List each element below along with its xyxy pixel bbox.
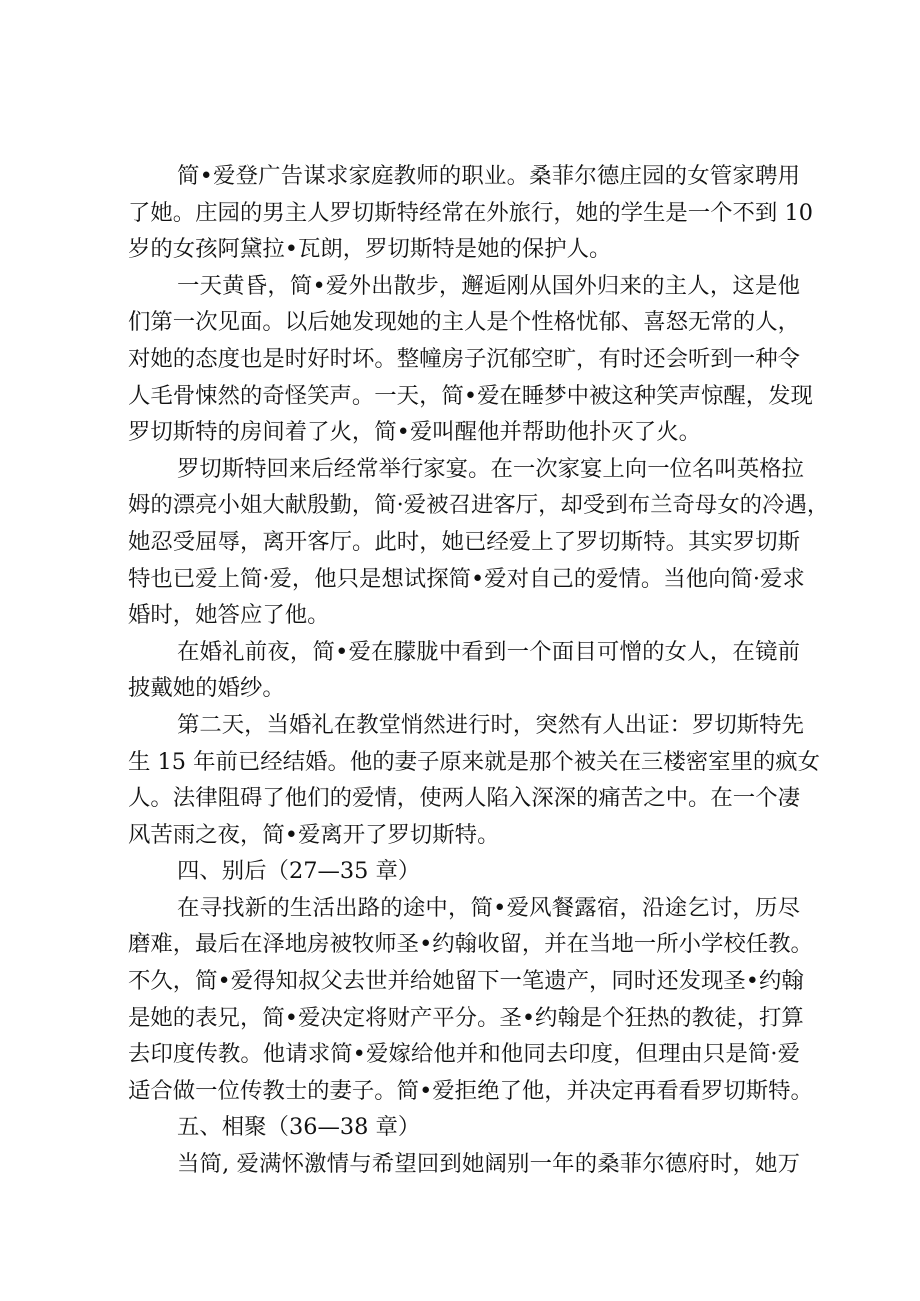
- text-line: 姆的漂亮小姐大献殷勤，简·爱被召进客厅，却受到布兰奇母女的冷遇，: [128, 492, 830, 519]
- text-line: 风苦雨之夜，简•爱离开了罗切斯特。: [128, 821, 500, 848]
- text-line: 人。法律阻碍了他们的爱情，使两人陷入深深的痛苦之中。在一个凄: [128, 785, 800, 812]
- text-line: 不久，简•爱得知叔父去世并给她留下一笔遗产，同时还发现圣•约翰: [128, 968, 804, 995]
- text-line: 一天黄昏，简•爱外出散步，邂逅刚从国外归来的主人，这是他: [177, 272, 800, 299]
- text-line: 当简, 爱满怀激情与希望回到她阔别一年的桑菲尔德府时，她万: [177, 1151, 800, 1178]
- text-line: 她忍受屈辱，离开客厅。此时，她已经爱上了罗切斯特。其实罗切斯: [128, 528, 800, 555]
- text-line: 第二天，当婚礼在教堂悄然进行时，突然有人出证：罗切斯特先: [177, 711, 804, 738]
- text-line: 去印度传教。他请求简•爱嫁给他并和他同去印度，但理由只是简·爱: [128, 1041, 800, 1068]
- text-line: 是她的表兄，简•爱决定将财产平分。圣•约翰是个狂热的教徒，打算: [128, 1004, 804, 1031]
- text-line: 婚时，她答应了他。: [128, 602, 330, 629]
- text-line: 适合做一位传教士的妻子。简•爱拒绝了他，并决定再看看罗切斯特。: [128, 1077, 813, 1104]
- text-line: 了她。庄园的男主人罗切斯特经常在外旅行，她的学生是一个不到 10: [128, 199, 813, 226]
- text-line: 披戴她的婚纱。: [128, 675, 285, 702]
- text-line: 在婚礼前夜，简•爱在朦胧中看到一个面目可憎的女人，在镜前: [177, 638, 800, 665]
- text-line: 人毛骨悚然的奇怪笑声。一天，简•爱在睡梦中被这种笑声惊醒，发现: [128, 382, 813, 409]
- text-line: 特也已爱上简·爱，他只是想试探简•爱对自己的爱情。当他向简·爱求: [128, 565, 805, 592]
- text-line: 罗切斯特的房间着了火，简•爱叫醒他并帮助他扑灭了火。: [128, 419, 701, 446]
- text-line: 罗切斯特回来后经常举行家宴。在一次家宴上向一位名叫英格拉: [177, 455, 804, 482]
- text-line: 简•爱登广告谋求家庭教师的职业。桑菲尔德庄园的女管家聘用: [177, 163, 800, 189]
- text-line: 生 15 年前已经结婚。他的妻子原来就是那个被关在三楼密室里的疯女: [128, 748, 821, 775]
- text-line: 对她的态度也是时好时坏。整幢房子沉郁空旷，有时还会听到一种令: [128, 345, 800, 372]
- text-line: 磨难，最后在泽地房被牧师圣•约翰收留，并在当地一所小学校任教。: [128, 931, 813, 958]
- section-heading: 四、别后（27—35 章）: [177, 858, 421, 885]
- text-line: 岁的女孩阿黛拉•瓦朗，罗切斯特是她的保护人。: [128, 236, 612, 263]
- text-line: 们第一次见面。以后她发现她的主人是个性格忧郁、喜怒无常的人，: [128, 309, 800, 336]
- body-text: [128, 158, 830, 1183]
- section-heading: 五、相聚（36—38 章）: [177, 1114, 421, 1141]
- text-line: 在寻找新的生活出路的途中，简•爱风餐露宿，沿途乞讨，历尽: [177, 894, 800, 921]
